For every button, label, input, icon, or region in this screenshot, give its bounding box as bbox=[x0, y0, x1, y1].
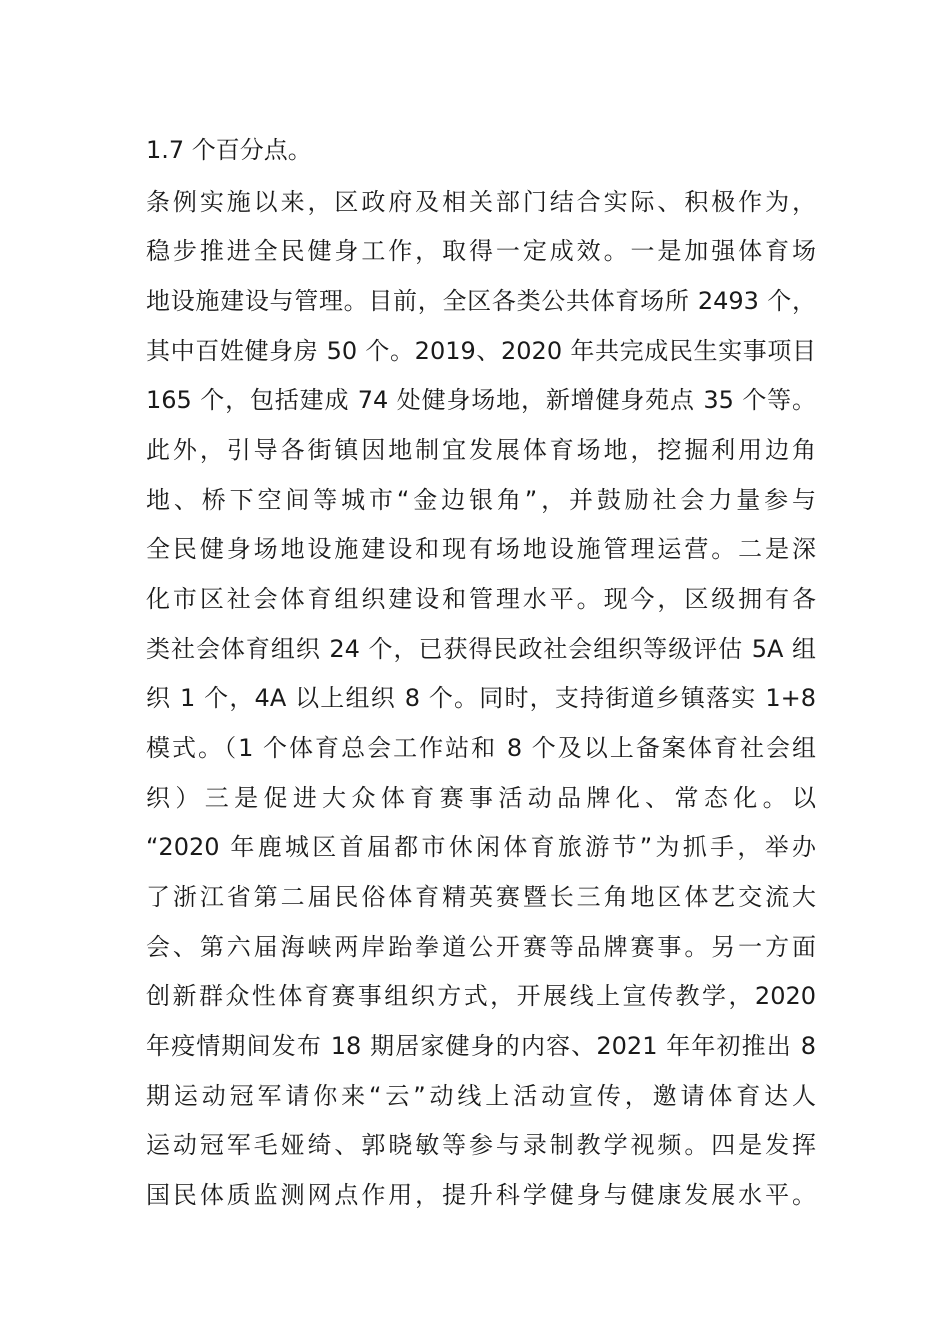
text-line: 会、第六届海峡两岸跆拳道公开赛等品牌赛事。另一方面 bbox=[146, 933, 816, 961]
text-line: 条例实施以来，区政府及相关部门结合实际、积极作为， bbox=[146, 188, 816, 216]
text-line: 国民体质监测网点作用，提升科学健身与健康发展水平。 bbox=[146, 1181, 816, 1209]
text-line: 165 个，包括建成 74 处健身场地，新增健身苑点 35 个等。 bbox=[146, 386, 816, 414]
text-line: 创新群众性体育赛事组织方式，开展线上宣传教学，2020 bbox=[146, 982, 816, 1010]
text-line: 期运动冠军请你来“云”动线上活动宣传，邀请体育达人 bbox=[146, 1082, 816, 1110]
text-line: 运动冠军毛娅绮、郭晓敏等参与录制教学视频。四是发挥 bbox=[146, 1131, 816, 1159]
text-line: 地设施建设与管理。目前，全区各类公共体育场所 2493 个， bbox=[146, 287, 816, 315]
text-line: “2020 年鹿城区首届都市休闲体育旅游节”为抓手，举办 bbox=[146, 833, 816, 861]
text-line: 织）三是促进大众体育赛事活动品牌化、常态化。以 bbox=[146, 784, 816, 812]
text-line: 年疫情期间发布 18 期居家健身的内容、2021 年年初推出 8 bbox=[146, 1032, 816, 1060]
text-line: 了浙江省第二届民俗体育精英赛暨长三角地区体艺交流大 bbox=[146, 883, 816, 911]
text-line: 织 1 个，4A 以上组织 8 个。同时，支持街道乡镇落实 1+8 bbox=[146, 684, 816, 712]
text-line: 此外，引导各街镇因地制宜发展体育场地，挖掘利用边角 bbox=[146, 436, 816, 464]
text-line: 模式。（1 个体育总会工作站和 8 个及以上备案体育社会组 bbox=[146, 734, 816, 762]
text-line: 1.7 个百分点。 bbox=[146, 136, 312, 164]
text-line: 全民健身场地设施建设和现有场地设施管理运营。二是深 bbox=[146, 535, 816, 563]
text-line: 稳步推进全民健身工作，取得一定成效。一是加强体育场 bbox=[146, 237, 816, 265]
text-line: 其中百姓健身房 50 个。2019、2020 年共完成民生实事项目 bbox=[146, 337, 816, 365]
text-line: 化市区社会体育组织建设和管理水平。现今，区级拥有各 bbox=[146, 585, 816, 613]
text-line: 类社会体育组织 24 个，已获得民政社会组织等级评估 5A 组 bbox=[146, 635, 816, 663]
text-line: 地、桥下空间等城市“金边银角”，并鼓励社会力量参与 bbox=[146, 486, 816, 514]
